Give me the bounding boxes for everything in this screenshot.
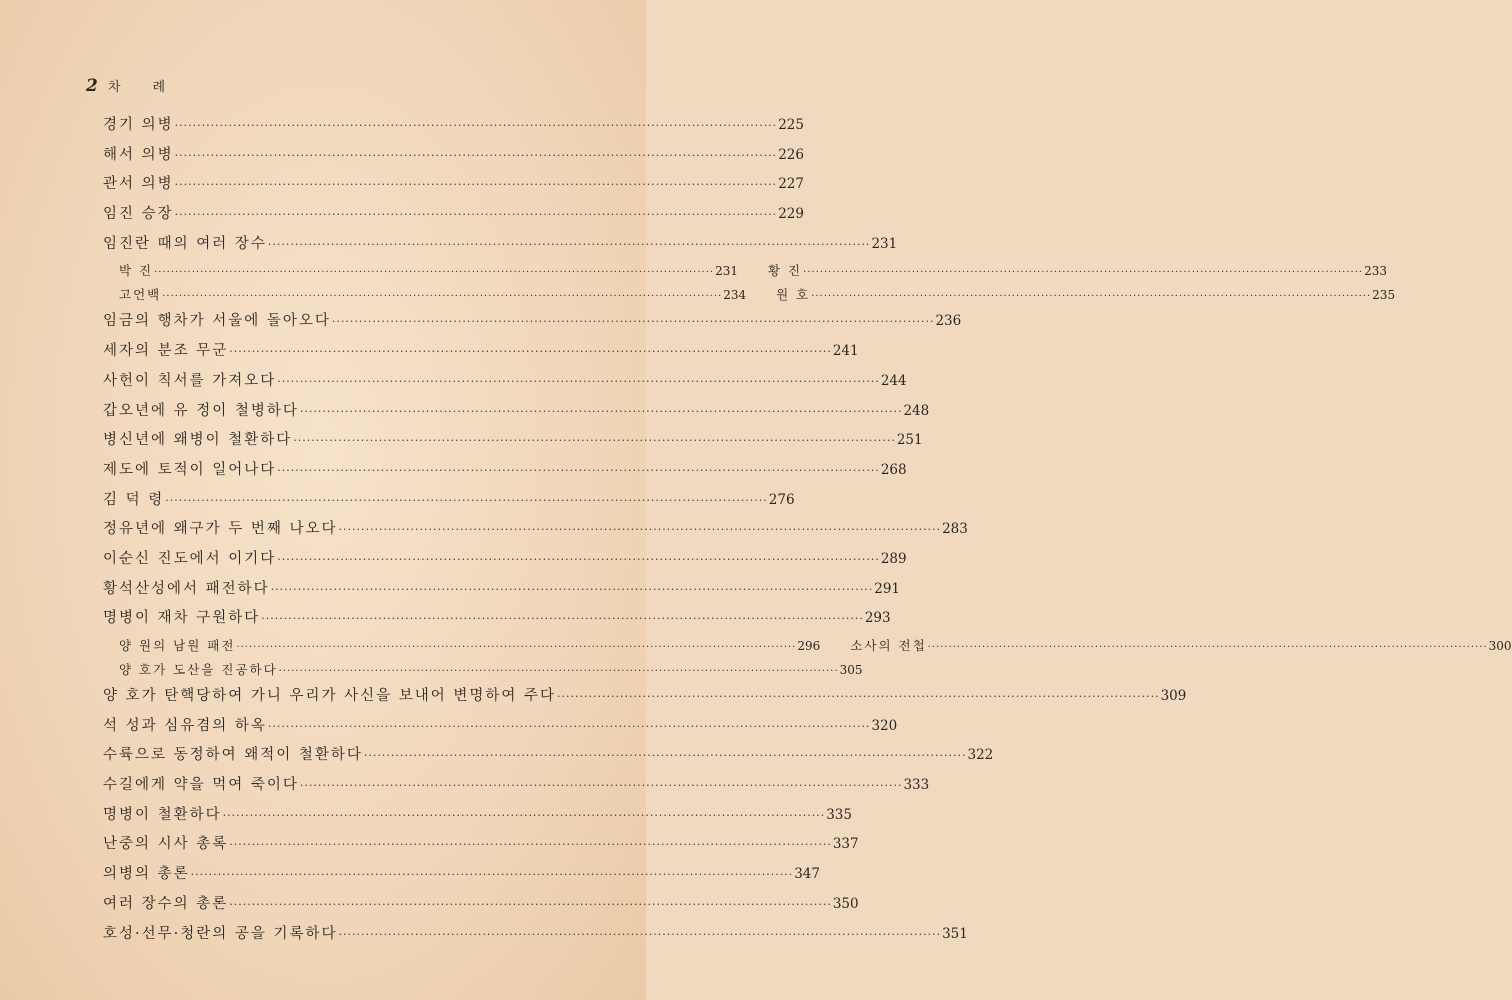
dot-leader: [557, 682, 1160, 712]
toc-entry: [103, 890, 859, 920]
toc-entry-page: 296: [797, 639, 821, 653]
toc-entry-title: 황 진: [767, 263, 803, 279]
dot-leader: [339, 920, 942, 950]
dot-leader: [268, 712, 871, 742]
page-header: [86, 76, 179, 96]
toc-entry-title: 정유년에 왜구가 두 번째 나오다: [103, 521, 338, 538]
toc-entry: [103, 170, 804, 200]
toc-entry: [103, 575, 901, 605]
toc-entry-page: 320: [871, 717, 898, 734]
toc-entry-page: 309: [1160, 688, 1187, 704]
dot-leader: [364, 741, 967, 771]
dot-leader: [277, 367, 880, 397]
toc-entry-title: 황석산성에서 패전하다: [103, 580, 270, 597]
toc-entry-page: 289: [880, 550, 907, 567]
toc-entry-title: 사헌이 칙서를 가져오다: [103, 372, 277, 389]
toc-entry: [103, 860, 820, 890]
dot-leader: [162, 285, 722, 309]
dot-leader: [175, 111, 778, 141]
toc-entry-title: 양 원의 남원 패전: [119, 638, 236, 653]
toc-subentry-row: [103, 283, 1396, 307]
toc-entry: [103, 830, 859, 860]
toc-entry-title: 임금의 행차가 서울에 돌아오다: [103, 313, 331, 330]
toc-entry-page: 248: [903, 402, 930, 419]
toc-subentry: [119, 658, 863, 684]
toc-entry-title: 호성·선무·청란의 공을 기록하다: [103, 925, 338, 942]
toc-entry-page: 251: [896, 432, 923, 449]
toc-entry: [103, 801, 852, 831]
toc-entry: [103, 456, 907, 486]
dot-leader: [811, 285, 1371, 309]
toc-entry-title: 경기 의병: [103, 117, 174, 133]
dot-leader: [229, 337, 832, 367]
toc-subentry-row: [103, 634, 1512, 658]
dot-leader: [175, 170, 778, 200]
toc-subentry: [119, 634, 820, 660]
toc-entry-page: 293: [864, 610, 891, 627]
toc-entry: [103, 545, 907, 575]
dot-leader: [175, 200, 778, 230]
toc-entry-title: 갑오년에 유 정이 철병하다: [103, 402, 299, 419]
toc-entry-page: 231: [871, 235, 898, 252]
toc-entry-page: 235: [1372, 288, 1396, 303]
toc-subentry-row: [103, 259, 1387, 283]
toc-entry-title: 고언백: [119, 287, 162, 303]
toc-entry-title: 양 호가 탄핵당하여 가니 우리가 사신을 보내어 변명하여 주다: [103, 688, 557, 704]
toc-subentry: [119, 283, 746, 309]
toc-entry-page: 225: [778, 117, 804, 133]
toc-entry-page: 335: [826, 806, 852, 823]
toc-entry-page: 244: [880, 372, 907, 389]
toc-entry: [103, 367, 907, 397]
toc-entry-page: 231: [715, 264, 738, 279]
toc-entry: [103, 426, 923, 456]
toc-entry-page: 236: [935, 313, 962, 330]
toc-entry-page: 300: [1488, 639, 1512, 653]
dot-leader: [332, 307, 935, 337]
toc-entry-title: 소사의 전첩: [850, 638, 927, 653]
dot-leader: [191, 860, 794, 890]
toc-entry-page: 234: [723, 288, 747, 303]
toc-entry-title: 해서 의병: [103, 146, 174, 163]
toc-entry-title: 병신년에 왜병이 철환하다: [103, 432, 293, 449]
toc-entry: [103, 307, 962, 337]
toc-entry-page: 347: [794, 866, 820, 883]
toc-entry-page: 322: [967, 747, 994, 764]
dot-leader: [154, 261, 714, 285]
header-title: 차 례: [107, 80, 180, 95]
dot-leader: [339, 515, 942, 545]
toc-entry-title: 석 성과 심유겸의 하옥: [103, 717, 267, 734]
toc-entry-page: 337: [832, 836, 859, 853]
toc-entry-title: 난중의 시사 총록: [103, 836, 229, 853]
toc-entry-page: 226: [778, 146, 804, 163]
toc-entry-title: 의병의 총론: [103, 866, 190, 883]
dot-leader: [236, 636, 796, 660]
toc-entry: [103, 712, 898, 742]
toc-entry-title: 세자의 분조 무군: [103, 343, 229, 360]
toc-subentry: [768, 259, 1387, 285]
toc-subentry-row: [103, 658, 863, 682]
toc-entry-page: 333: [903, 777, 930, 794]
dot-leader: [300, 771, 903, 801]
dot-leader: [277, 545, 880, 575]
dot-leader: [261, 604, 864, 634]
dot-leader: [229, 890, 832, 920]
toc-entry-page: 268: [880, 461, 907, 478]
dot-leader: [277, 456, 880, 486]
toc-entry-title: 명병이 철환하다: [103, 806, 222, 823]
toc-entry-page: 283: [942, 521, 968, 538]
toc-entry: [103, 337, 859, 367]
toc-entry-title: 원 호: [776, 287, 811, 303]
toc-entry-title: 이순신 진도에서 이기다: [103, 550, 277, 567]
page-number: 2: [86, 76, 98, 96]
toc-entry-page: 229: [778, 206, 804, 223]
toc-entry: [103, 230, 898, 260]
toc-entry-title: 박 진: [119, 263, 154, 279]
toc-entry: [103, 515, 968, 545]
dot-leader: [175, 141, 778, 171]
toc-entry-page: 350: [832, 895, 859, 912]
toc-entry-title: 임진 승장: [103, 206, 174, 223]
toc-entry: [103, 486, 795, 516]
toc-entry-title: 수길에게 약을 먹여 죽이다: [103, 777, 299, 794]
toc-entry-title: 양 호가 도산을 진공하다: [119, 662, 278, 677]
toc-entry-title: 제도에 토적이 일어나다: [103, 461, 277, 478]
toc-entry-title: 여러 장수의 총론: [103, 895, 229, 912]
toc-subentry: [776, 283, 1395, 309]
toc-subentry: [119, 259, 738, 285]
toc-entry: [103, 682, 1187, 712]
toc-entry-title: 수륙으로 동정하여 왜적이 철환하다: [103, 747, 363, 764]
toc-entry-page: 227: [778, 176, 804, 193]
toc-subentry: [850, 634, 1511, 660]
toc-entry-title: 명병이 재차 구원하다: [103, 610, 261, 627]
toc-entry: [103, 771, 930, 801]
toc-entry: [103, 920, 968, 950]
toc-entry-page: 233: [1364, 264, 1387, 279]
toc-entry-title: 관서 의병: [103, 176, 174, 193]
dot-leader: [268, 230, 871, 260]
toc-entry: [103, 741, 994, 771]
toc-entry-title: 김 덕 령: [103, 491, 165, 508]
toc-entry-page: 305: [839, 663, 863, 677]
toc-entry: [103, 397, 930, 427]
toc-entry-title: 임진란 때의 여러 장수: [103, 235, 267, 252]
toc-entry-page: 351: [942, 925, 968, 942]
dot-leader: [803, 261, 1363, 285]
dot-leader: [271, 575, 874, 605]
toc-entry: [103, 141, 804, 171]
toc-entry-page: 241: [832, 343, 859, 360]
toc-entry-page: 276: [768, 491, 795, 508]
dot-leader: [300, 397, 903, 427]
table-of-contents: [103, 111, 1512, 949]
dot-leader: [279, 660, 839, 684]
toc-entry: [103, 200, 804, 230]
dot-leader: [223, 801, 826, 831]
toc-entry-page: 291: [874, 580, 901, 597]
dot-leader: [165, 486, 768, 516]
toc-entry: [103, 604, 891, 634]
dot-leader: [229, 830, 832, 860]
dot-leader: [928, 636, 1488, 660]
dot-leader: [293, 426, 896, 456]
toc-entry: [103, 111, 804, 141]
